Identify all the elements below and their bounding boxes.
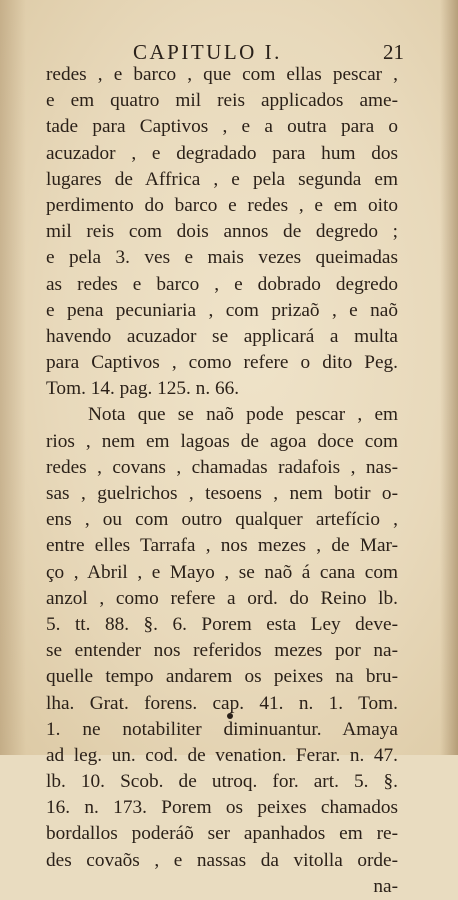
text-line: acuzador , e degradado para hum dos [46, 142, 398, 164]
text-line: ad leg. un. cod. de venation. Ferar. n. 47. [46, 744, 398, 766]
text-line: sas , guelrichos , tesoens , nem botir o- [46, 483, 398, 504]
text-line: lb. 10. Scob. de utroq. for. art. 5. §. [46, 771, 398, 793]
text-line: quelle tempo andarem os peixes na bru- [46, 666, 398, 688]
text-line: 16. n. 173. Porem os peixes chamados [46, 797, 398, 819]
text-line: as redes e barco , e dobrado degredo [46, 273, 398, 295]
text-line: lha. Grat. forens. cap. 41. n. 1. Tom. [46, 692, 398, 714]
text-line: e pela 3. ves e mais vezes queimadas [46, 247, 398, 269]
catchword: na- [373, 875, 398, 897]
text-line: bordallos poderáõ ser apanhados em re- [46, 823, 398, 845]
text-line: Nota que se naõ pode pescar , em [88, 404, 398, 426]
text-line: se entender nos referidos mezes por na- [46, 640, 398, 662]
text-line: e em quatro mil reis applicados ame- [46, 90, 398, 112]
text-line: havendo acuzador se applicará a multa [46, 325, 398, 347]
text-line: tade para Captivos , e a outra para o [46, 116, 398, 138]
text-line: mil reis com dois annos de degredo ; [46, 221, 398, 243]
text-line: redes , covans , chamadas radafois , nas- [46, 456, 398, 478]
text-line: redes , e barco , que com ellas pescar , [46, 64, 398, 85]
running-head: CAPITULO I. [133, 40, 282, 64]
ornament-dot [227, 713, 233, 719]
page-number: 21 [383, 40, 404, 64]
text-line: e pena pecuniaria , com prizaõ , e naõ [46, 299, 398, 321]
text-line: anzol , como refere a ord. do Reino lb. [46, 587, 398, 609]
text-line: perdimento do barco e redes , e em oito [46, 194, 398, 216]
text-line: para Captivos , como refere o dito Peg. [46, 352, 398, 374]
text-line: des covaõs , e nassas da vitolla orde- [46, 849, 398, 871]
body-text [46, 62, 398, 900]
text-line: 1. ne notabiliter diminuantur. Amaya [46, 718, 398, 740]
text-line: Tom. 14. pag. 125. n. 66. [46, 378, 240, 400]
text-line: rios , nem em lagoas de agoa doce com [46, 430, 398, 452]
text-line: ens , ou com outro qualquer artefício , [46, 509, 398, 531]
text-line: 5. tt. 88. §. 6. Porem esta Ley deve- [46, 613, 398, 635]
text-line: ço , Abril , e Mayo , se naõ á cana com [46, 561, 398, 583]
text-line: entre elles Tarrafa , nos mezes , de Mar- [46, 535, 398, 557]
text-line: lugares de Affrica , e pela segunda em [46, 168, 398, 190]
